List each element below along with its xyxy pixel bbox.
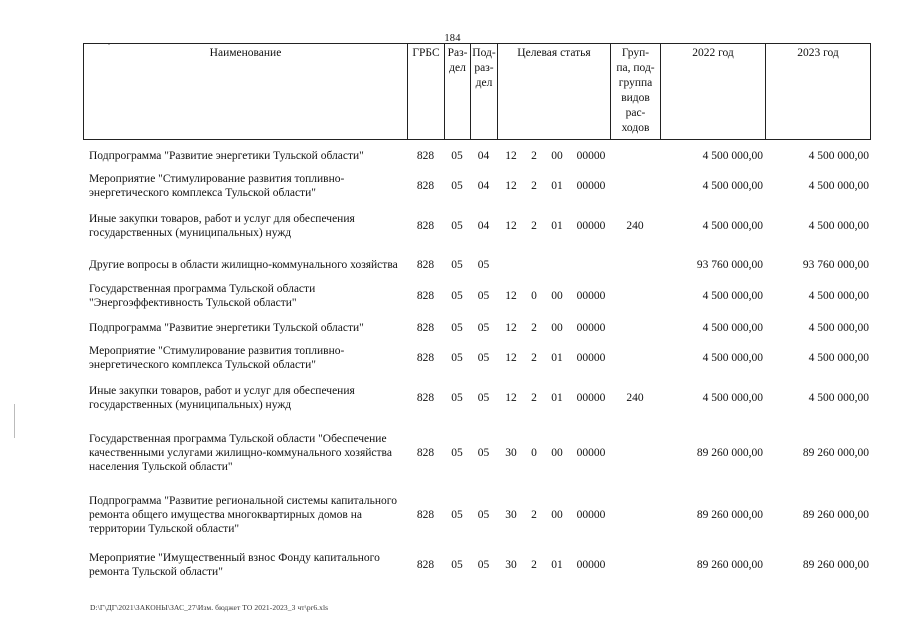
row-t2: 2 [531, 220, 537, 232]
row-pr: 05 [477, 352, 490, 364]
row-y2022: 89 260 000,00 [696, 447, 763, 459]
row-t2: 0 [531, 447, 537, 459]
header-2023: 2023 год [765, 43, 871, 140]
row-y2022: 89 260 000,00 [696, 559, 763, 571]
footer-file-path: D:\Г\ДГ\2021\ЗАКОНЫ\ЗАС_27\Изм. бюджет ТО 2021-2023_3 чт\pr6.xls [90, 603, 329, 612]
row-pr: 05 [477, 447, 490, 459]
row-y2023: 89 260 000,00 [802, 559, 869, 571]
row-t2: 2 [531, 559, 537, 571]
row-t1: 12 [505, 392, 517, 404]
row-y2022: 4 500 000,00 [702, 322, 763, 334]
row-name: Государственная программа Тульской области "Обеспечение качественными услугами жилищно-коммунального хозяйства населения Тульской области" [89, 433, 392, 473]
row-y2023: 4 500 000,00 [808, 352, 869, 364]
row-vr [612, 148, 658, 164]
header-group-line: группа [618, 77, 653, 89]
row-pr: 04 [477, 220, 490, 232]
row-rz: 05 [451, 259, 463, 271]
header-grbs: ГРБС [407, 43, 444, 140]
row-y2023: 4 500 000,00 [808, 220, 869, 232]
row-t4: 00000 [576, 352, 606, 364]
row-vr [612, 280, 658, 312]
row-pr: 05 [477, 559, 490, 571]
row-y2022: 4 500 000,00 [702, 180, 763, 192]
row-name: Иные закупки товаров, работ и услуг для обеспечения государственных (муниципальных) нужд [89, 213, 355, 239]
row-t1: 30 [505, 509, 517, 521]
row-vr [612, 249, 658, 281]
row-t4: 00000 [576, 220, 606, 232]
row-y2022: 93 760 000,00 [696, 259, 763, 271]
row-y2023: 4 500 000,00 [808, 150, 869, 162]
row-rz: 05 [451, 322, 463, 334]
row-grbs: 828 [416, 559, 435, 571]
row-t1: 12 [505, 322, 517, 334]
row-t4: 00000 [576, 150, 606, 162]
header-razdel [444, 43, 470, 140]
row-t4: 00000 [576, 392, 606, 404]
table-row [0, 280, 905, 312]
row-t1: 12 [505, 290, 517, 302]
row-name: Подпрограмма "Развитие энергетики Тульской области" [89, 322, 364, 334]
row-grbs: 828 [416, 180, 435, 192]
row-y2022: 4 500 000,00 [702, 150, 763, 162]
header-podrazdel-line: Под- [472, 47, 496, 59]
row-t2: 2 [531, 322, 537, 334]
table-row [0, 382, 905, 414]
row-name: Подпрограмма "Развитие энергетики Тульской области" [89, 150, 364, 162]
row-y2023: 4 500 000,00 [808, 392, 869, 404]
table-row [0, 320, 905, 336]
row-rz: 05 [451, 180, 463, 192]
row-rz: 05 [451, 509, 463, 521]
row-name: Мероприятие "Стимулирование развития топливно-энергетического комплекса Тульской области" [89, 345, 345, 371]
row-t1: 12 [505, 150, 517, 162]
table-row [0, 148, 905, 164]
row-vr [612, 170, 658, 202]
row-pr: 04 [477, 150, 490, 162]
row-grbs: 828 [416, 509, 435, 521]
row-name: Мероприятие "Имущественный взнос Фонду капитального ремонта Тульской области" [89, 552, 380, 578]
row-rz: 05 [451, 352, 463, 364]
row-y2023: 4 500 000,00 [808, 322, 869, 334]
row-y2023: 89 260 000,00 [802, 509, 869, 521]
header-razdel-line: Раз- [447, 47, 468, 59]
header-podrazdel-line: раз- [474, 62, 494, 74]
row-grbs: 828 [416, 352, 435, 364]
row-rz: 05 [451, 290, 463, 302]
header-podrazdel-line: дел [475, 77, 493, 89]
row-t3: 01 [551, 220, 563, 232]
row-grbs: 828 [416, 322, 435, 334]
row-name: Другие вопросы в области жилищно-коммунального хозяйства [89, 259, 398, 271]
row-name: Государственная программа Тульской области "Энергоэффективность Тульской области" [89, 283, 316, 309]
row-vr [612, 342, 658, 374]
row-grbs: 828 [416, 150, 435, 162]
row-t2: 0 [531, 290, 537, 302]
row-grbs: 828 [416, 290, 435, 302]
header-group-line: видов [621, 92, 650, 104]
row-t2: 2 [531, 180, 537, 192]
row-t1: 12 [505, 220, 517, 232]
row-pr: 05 [477, 392, 490, 404]
row-vr [612, 430, 658, 476]
row-y2022: 89 260 000,00 [696, 509, 763, 521]
row-y2022: 4 500 000,00 [702, 290, 763, 302]
row-y2022: 4 500 000,00 [702, 392, 763, 404]
header-group-line: Груп- [621, 47, 650, 59]
row-vr: 240 [626, 220, 644, 232]
header-group-line: рас- [625, 107, 646, 119]
row-t2: 2 [531, 509, 537, 521]
row-y2023: 4 500 000,00 [808, 180, 869, 192]
table-row [0, 549, 905, 581]
scan-mark [14, 404, 15, 438]
row-rz: 05 [451, 150, 463, 162]
row-vr [612, 549, 658, 581]
row-t3: 01 [551, 352, 563, 364]
row-t3: 01 [551, 392, 563, 404]
row-t1: 30 [505, 447, 517, 459]
row-name: Иные закупки товаров, работ и услуг для обеспечения государственных (муниципальных) нужд [89, 385, 355, 411]
header-group-line: ходов [621, 122, 650, 134]
row-t4: 00000 [576, 322, 606, 334]
header-name: Наименование [83, 43, 407, 140]
row-rz: 05 [451, 392, 463, 404]
row-y2023: 93 760 000,00 [802, 259, 869, 271]
row-t1: 12 [505, 352, 517, 364]
page-number: 184 [444, 33, 461, 44]
row-t3: 01 [551, 180, 563, 192]
row-t3: 00 [551, 150, 563, 162]
row-t4: 00000 [576, 447, 606, 459]
row-t2 [523, 249, 545, 281]
row-pr: 05 [477, 322, 490, 334]
table-row [0, 342, 905, 374]
row-t1: 30 [505, 559, 517, 571]
row-t2: 2 [531, 392, 537, 404]
row-pr: 04 [477, 180, 490, 192]
row-t4: 00000 [576, 509, 606, 521]
row-pr: 05 [477, 290, 490, 302]
table-row [0, 430, 905, 476]
row-rz: 05 [451, 559, 463, 571]
row-t4 [570, 249, 612, 281]
row-y2023: 89 260 000,00 [802, 447, 869, 459]
row-y2022: 4 500 000,00 [702, 220, 763, 232]
row-grbs: 828 [416, 392, 435, 404]
row-grbs: 828 [416, 259, 435, 271]
row-t1: 12 [505, 180, 517, 192]
row-rz: 05 [451, 220, 463, 232]
row-t3: 00 [551, 322, 563, 334]
row-t4: 00000 [576, 180, 606, 192]
row-t3: 00 [551, 509, 563, 521]
table-row [0, 210, 905, 242]
row-grbs: 828 [416, 220, 435, 232]
table-row [0, 170, 905, 202]
header-group [610, 43, 660, 140]
row-rz: 05 [451, 447, 463, 459]
row-t2: 2 [531, 352, 537, 364]
row-vr: 240 [626, 392, 644, 404]
row-name: Подпрограмма "Развитие региональной системы капитального ремонта общего имущества многоквартирных домов на территории Тульской области" [89, 495, 397, 535]
table-row [0, 249, 905, 281]
row-pr: 05 [477, 509, 490, 521]
row-name: Мероприятие "Стимулирование развития топливно-энергетического комплекса Тульской области" [89, 173, 345, 199]
header-2022: 2022 год [660, 43, 765, 140]
row-t3: 00 [551, 290, 563, 302]
row-t2: 2 [531, 150, 537, 162]
row-t3: 00 [551, 447, 563, 459]
table-row [0, 492, 905, 538]
header-razdel-line: дел [449, 62, 466, 74]
row-vr [612, 492, 658, 538]
header-group-line: па, под- [616, 62, 655, 74]
row-y2023: 4 500 000,00 [808, 290, 869, 302]
row-vr [612, 320, 658, 336]
header-podrazdel [470, 43, 497, 140]
row-grbs: 828 [416, 447, 435, 459]
row-pr: 05 [477, 259, 490, 271]
row-t1 [500, 249, 522, 281]
scan-mark [108, 44, 110, 45]
row-t4: 00000 [576, 559, 606, 571]
row-t3 [546, 249, 568, 281]
header-target: Целевая статья [497, 43, 610, 140]
row-y2022: 4 500 000,00 [702, 352, 763, 364]
row-t3: 01 [551, 559, 563, 571]
row-t4: 00000 [576, 290, 606, 302]
